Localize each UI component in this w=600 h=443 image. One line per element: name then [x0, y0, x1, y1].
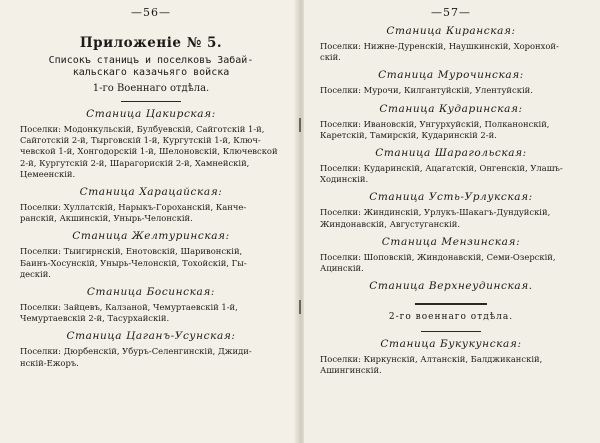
subtitle-line: Списокъ станицъ и поселковъ Забай- — [48, 55, 254, 66]
settlement-line: нскій-Ежоръ. — [20, 357, 79, 368]
settlement-line: Поселки: Дюрбенскій, Убуръ-Селенгинскій, Джиди- — [20, 346, 252, 357]
settlement-line: чевской 1-й, Хонгодорскій 1-й, Шелоновскій, Ключевской — [20, 146, 278, 157]
settlement-line: Сайготскій 2-й, Тырговскій 1-й, Кургутскій 1-й, Ключ- — [20, 135, 261, 146]
settlement-line: скій. — [320, 52, 341, 63]
stanitsa-heading: Станица Киранская: — [386, 25, 516, 37]
stanitsa-heading: Станица Верхнеудинская. — [369, 280, 533, 293]
stanitsa-heading: Станица Босинская: — [86, 286, 216, 299]
settlement-line: Поселки: Шоповскій, Жиндонавскій, Семи-Озерскій, — [320, 251, 556, 262]
right-page — [304, 0, 600, 443]
stanitsa-heading: Станица Цаганъ-Усунская: — [66, 330, 236, 343]
left-page — [0, 0, 296, 443]
stanitsa-heading: Станица Желтуринская: — [72, 230, 230, 243]
settlement-line: Цемеенскій. — [20, 168, 76, 179]
settlement-line: Поселки: Киркунскій, Алтанскій, Балджиканскій, — [320, 354, 543, 365]
department-heading: 2-го военнаго отдѣла. — [388, 312, 514, 323]
page-number: —57— — [431, 6, 471, 19]
stanitsa-heading: Станица Мурочинская: — [378, 69, 524, 82]
settlement-line: дескій. — [20, 268, 51, 279]
settlement-line: Поселки: Кударинскій, Ацагатскій, Онгенскій, Улашъ- — [320, 163, 563, 174]
page-number: —56— — [131, 6, 171, 19]
subtitle-line: кальскаго казачьяго войска — [72, 67, 230, 78]
appendix-title: Приложеніе № 5. — [79, 35, 223, 51]
divider — [121, 101, 181, 102]
settlement-line: Поселки: Хуллатскій, Нарыкъ-Гороханскій, Канче- — [20, 202, 247, 213]
settlement-line: Поселки: Тыигирнскій, Енотовскій, Шаривонскій, — [20, 246, 243, 257]
divider — [415, 303, 487, 305]
divider — [421, 331, 481, 332]
settlement-line: ранскій, Акшинскій, Унырь-Челонскій. — [20, 213, 193, 224]
stanitsa-heading: Станица Усть-Урлукская: — [369, 191, 533, 204]
settlement-line: Поселки: Жиндинскій, Урлукъ-Шакагъ-Дундуйскій, — [320, 207, 551, 218]
stanitsa-heading: Станица Кударинская: — [379, 102, 523, 115]
settlement-line: Поселки: Модонкульскій, Булбуевскій, Сайготскій 1-й, — [20, 124, 265, 134]
settlement-line: Ацинскій. — [320, 263, 364, 274]
stanitsa-heading: Станица Харацайская: — [79, 186, 223, 199]
binding-stitch — [299, 300, 301, 314]
settlement-line: Каретскій, Тамирскій, Кударинскій 2-й. — [320, 129, 497, 140]
settlement-line: Ходинскій. — [320, 174, 369, 185]
stanitsa-heading: Станица Букукунская: — [380, 338, 522, 351]
settlement-line: Жиндонавскій, Августуганскій. — [320, 218, 461, 229]
stanitsa-heading: Станица Шарагольская: — [375, 147, 527, 160]
binding-stitch — [299, 118, 301, 132]
settlement-line: Поселки: Мурочи, Килгантуйскій, Улентуйскій. — [320, 85, 533, 96]
settlement-line: Поселки: Ивановскій, Унгурхуйскій, Полканонскій, — [320, 118, 550, 129]
stanitsa-heading: Станица Цакирская: — [86, 108, 216, 120]
settlement-line: Баинъ-Хосунскій, Унырь-Челонскій, Тохойскій, Гы- — [20, 257, 247, 268]
settlement-line: Поселки: Зайцевъ, Калзаной, Чемуртаевскій 1-й, — [20, 302, 238, 313]
settlement-line: Ашингинскій. — [320, 365, 382, 376]
department-heading: 1-го Военнаго отдѣла. — [92, 83, 210, 94]
settlement-line: Чемуртаевскій 2-й, Тасурхайскій. — [20, 313, 170, 324]
settlement-line: Поселки: Нижне-Дуренскій, Наушкинскій, Хоронхой- — [320, 41, 559, 51]
stanitsa-heading: Станица Мензинская: — [381, 235, 521, 248]
settlement-line: 2-й, Кургутскій 2-й, Шарагорискій 2-й, Хамнейскій, — [20, 157, 250, 168]
